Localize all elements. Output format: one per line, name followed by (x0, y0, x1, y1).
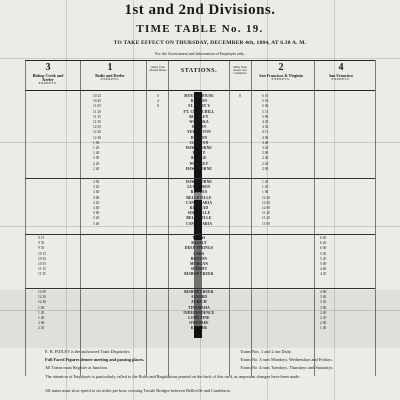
time-cell: 12 20 (38, 295, 47, 300)
time-cell: 4 20 (93, 200, 100, 205)
column-kind: EXPRESS. (271, 76, 291, 81)
time-cell: 2 40 (93, 166, 100, 171)
station-name: BELLEVILLE (186, 216, 212, 221)
lower-section-shading (0, 290, 400, 348)
station-name: HAWTHORNE (186, 166, 212, 171)
header-top-rule (25, 60, 375, 61)
station-name: CLAYTON (189, 140, 209, 145)
time-cell: 5 40 (93, 221, 100, 226)
time-cell: 1 20 (93, 146, 100, 150)
time-cell: 4 45 (262, 120, 269, 124)
column-kind: EXPRESS. (38, 80, 58, 85)
station-name: TINEMAHA (188, 305, 210, 310)
time-cell: 3 00 (262, 151, 269, 156)
time-cell: 9 55 (38, 246, 45, 251)
time-cell: 2 00 (38, 321, 45, 326)
time-cell: 1 00 (38, 305, 45, 310)
time-cell: 11 20 (93, 109, 101, 114)
column-number: 2 (278, 62, 284, 73)
column-number: 3 (45, 62, 51, 73)
time-cell: 11 20 (262, 216, 270, 221)
station-name: SODAVILLE (187, 211, 211, 216)
column-kind: EXPRESS. (100, 76, 120, 81)
station-name: MASON (191, 125, 207, 130)
section-rule (25, 178, 375, 179)
time-cell: 9 35 (38, 241, 45, 246)
time-cell: 4 00 (320, 290, 327, 294)
time-cell: 6 00 (320, 246, 327, 251)
footer-trains-1-2: Trains Nos. 1 and 2 run Daily. (240, 349, 292, 354)
column-name: Bishop Creek and Keeler (32, 72, 64, 82)
time-cell: 2 00 (262, 166, 269, 171)
time-cell: 1 40 (320, 326, 327, 331)
time-cell: 3 40 (320, 295, 327, 300)
station-name: BELLEVILLE (186, 195, 212, 200)
footer-dispatcher: E. B. FIDLEY is the authorized Train Dispatcher. (45, 349, 131, 354)
time-cell: 3 40 (262, 140, 269, 145)
station-name: ST. MARY'S (188, 104, 210, 109)
column-name: San Francisco (328, 72, 354, 78)
time-cell: 1 40 (262, 180, 269, 184)
time-cell: 11 00 (262, 221, 270, 226)
time-cell: 12 00 (38, 290, 47, 294)
miles-left-cell: 4 (157, 99, 159, 104)
time-cell: 9 15 (38, 236, 45, 240)
section-rule (25, 288, 375, 289)
station-name: YERINGTON (187, 130, 211, 135)
station-name: CANDELARIA (185, 221, 213, 226)
footer-full-faced: Full Faced Figures denote meeting and passing places. (45, 357, 145, 362)
section-rule (25, 234, 375, 235)
time-cell: 5 40 (320, 251, 327, 256)
time-cell: 5 30 (262, 104, 269, 109)
station-name: BUCKLEY (189, 114, 209, 119)
station-name: TEXAS (192, 236, 206, 240)
station-name: DEEP SPRINGS (184, 246, 214, 251)
time-cell: 2 40 (262, 156, 269, 161)
column-head-1 (90, 63, 130, 81)
effective-date: TO TAKE EFFECT ON THURSDAY, DECEMBER 4th, 1884, AT 6.30 A. M. (113, 40, 307, 46)
miles-right-cell: 0 (239, 94, 241, 98)
station-name: LAWS (193, 251, 205, 256)
timetable-row (0, 167, 400, 172)
time-cell: 4 40 (93, 206, 100, 210)
column-name: Bodie and Keeler (95, 72, 125, 78)
station-name: CANDELARIA (185, 200, 213, 205)
time-cell: 5 00 (320, 262, 327, 266)
time-cell: 12 05 (93, 125, 102, 130)
time-cell: 5 00 (262, 114, 269, 119)
time-cell: 12 20 (262, 200, 271, 205)
footer-train-4: Trains No. 4 runs Tuesdays, Thursdays and Saturdays. (240, 365, 334, 370)
time-cell: 3 20 (262, 146, 269, 150)
time-cell: 10 45 (93, 99, 102, 104)
station-name: KINKEAD (189, 206, 209, 210)
time-cell: 2 00 (93, 156, 100, 161)
time-cell: 5 50 (262, 99, 269, 104)
station-name: WHISKEY (189, 161, 209, 166)
station-name: HUDSON (190, 135, 208, 140)
footer-register: All Trains must Register at Junction. (45, 365, 109, 370)
time-cell: 1 00 (262, 190, 269, 195)
miles-left-head: Miles from Mound House (149, 65, 167, 73)
station-name: BENTON (190, 256, 208, 261)
station-name: ALVORD (190, 295, 208, 300)
header-bottom-rule (25, 90, 375, 91)
timetable-title: TIME TABLE No. 19. (136, 23, 264, 35)
time-cell: 5 00 (93, 211, 100, 216)
time-cell: 11 05 (93, 104, 101, 109)
station-name: LONE PINE (188, 316, 210, 320)
time-cell: 4 40 (320, 267, 327, 272)
time-cell: 12 40 (262, 195, 271, 200)
time-cell: 1 00 (93, 140, 100, 145)
station-name: SUMMIT (190, 267, 208, 272)
column-name: San Francisco & Virginia (259, 72, 303, 78)
station-name: FT. CHURCHILL (183, 109, 215, 114)
footer-attention: The attention of Employés is particularly called to the Rules and Regulations printed on the back of this card, as important changes have been made. (45, 374, 301, 379)
station-name: BASALT (191, 241, 207, 246)
time-cell: 11 35 (38, 272, 46, 277)
time-cell: 2 20 (93, 161, 100, 166)
time-cell: 12 40 (93, 135, 102, 140)
time-cell: 2 20 (320, 316, 327, 320)
time-cell: 11 35 (93, 114, 101, 119)
time-cell: 2 40 (320, 310, 327, 315)
time-cell: 6 20 (320, 241, 327, 246)
time-cell: 5 20 (93, 216, 100, 221)
station-name: BISHOP CREEK (184, 290, 214, 294)
time-cell: 4 15 (262, 130, 269, 135)
column-number: 4 (338, 62, 344, 73)
column-number: 1 (107, 62, 113, 73)
time-cell: 5 20 (320, 256, 327, 261)
miles-left-cell: 8 (157, 104, 159, 109)
time-cell: 12 00 (262, 206, 271, 210)
station-name: DAYTON (190, 99, 208, 104)
time-cell: 4 00 (262, 135, 269, 140)
time-cell: 1 20 (262, 185, 269, 190)
time-cell: 3 40 (93, 190, 100, 195)
timetable-row (0, 222, 400, 227)
time-cell: 4 00 (93, 195, 100, 200)
time-cell: 10 55 (38, 262, 47, 266)
station-name: INDEPENDENCE (183, 310, 215, 315)
station-name: MOUND HOUSE (184, 94, 214, 98)
time-cell: 12 20 (93, 130, 102, 135)
station-name: KEELER (190, 326, 208, 331)
footer-train-3: Trains No. 3 runs Mondays, Wednesdays and Fridays. (240, 357, 333, 362)
time-cell: 5 15 (262, 109, 269, 114)
time-cell: 10 15 (38, 251, 47, 256)
time-cell: 3 20 (320, 300, 327, 305)
column-head-2 (258, 63, 304, 81)
employee-note: For the Government and Information of Employés only. (155, 51, 245, 56)
time-cell: 11 50 (93, 120, 101, 124)
station-name: OWENSEE (189, 321, 209, 326)
time-cell: 6 10 (262, 94, 269, 98)
time-cell: 4 30 (262, 125, 269, 130)
time-cell: 1 20 (38, 310, 45, 315)
miles-right-head: Miles from Keeler and Candelaria (233, 65, 247, 76)
column-head-4 (318, 63, 364, 81)
time-cell: 1 40 (93, 151, 100, 156)
station-name: WABUSKA (189, 120, 209, 124)
miles-left-cell: 0 (157, 94, 159, 98)
column-head-3 (28, 63, 68, 86)
time-cell: 11 15 (38, 267, 46, 272)
time-cell: 2 20 (262, 161, 269, 166)
footer-slow-speed: All trains must slow speed to six miles per hour crossing Trestle Bridges between Belleville and Candelaria. (45, 388, 231, 393)
station-name: HAWTHORNE (186, 146, 212, 150)
time-cell: 12 40 (38, 300, 47, 305)
time-cell: 3 00 (93, 180, 100, 184)
station-name: RHODES (190, 190, 208, 195)
station-name: ZURICH (191, 300, 207, 305)
station-name: PARTZ (192, 151, 206, 156)
station-name: BISHOP CREEK (184, 272, 214, 277)
time-cell: 11 40 (262, 211, 270, 216)
station-name: MORGAN (190, 262, 208, 266)
time-cell: 10 25 (93, 94, 102, 98)
station-name: HAWTHORNE (186, 180, 212, 184)
time-cell: 6 40 (320, 236, 327, 240)
divisions-heading: 1st and 2nd Divisions. (124, 2, 276, 18)
time-cell: 10 35 (38, 256, 47, 261)
stations-head: STATIONS. (180, 68, 218, 74)
station-name: BRIDGE (191, 156, 207, 161)
time-cell: 3 20 (93, 185, 100, 190)
time-cell: 2 20 (38, 326, 45, 331)
column-kind: EXPRESS. (331, 76, 351, 81)
timetable-row (0, 272, 400, 277)
time-cell: 2 00 (320, 321, 327, 326)
time-cell: 3 00 (320, 305, 327, 310)
station-name: LUCKY BOY (187, 185, 211, 190)
time-cell: 1 40 (38, 316, 45, 320)
time-cell: 4 20 (320, 272, 327, 277)
